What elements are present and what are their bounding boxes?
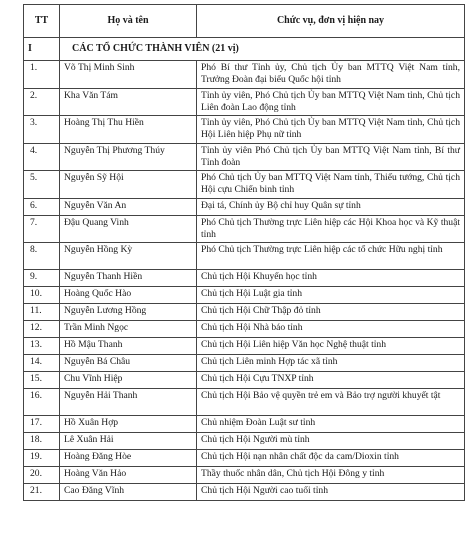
table-row: [24, 198, 465, 215]
member-name: Hồ Xuân Hợp: [60, 416, 197, 433]
row-number: 18.: [24, 433, 60, 450]
table-row: [24, 372, 465, 389]
member-name: Chu Vĩnh Hiệp: [60, 372, 197, 389]
row-number: 15.: [24, 372, 60, 389]
member-role: Chủ tịch Hội Luật gia tỉnh: [197, 287, 465, 304]
table-row: [24, 143, 465, 171]
member-role: Tỉnh ủy viên Phó Chủ tịch Ủy ban MTTQ Việt Nam tỉnh, Bí thư Tỉnh đoàn: [197, 143, 465, 171]
table-row: [24, 355, 465, 372]
member-name: Nguyễn Thanh Hiền: [60, 270, 197, 287]
member-role: Chủ tịch Hội Khuyến học tỉnh: [197, 270, 465, 287]
section-number: I: [24, 38, 60, 61]
table-header-row: [24, 5, 465, 38]
row-number: 4.: [24, 143, 60, 171]
table-row: [24, 450, 465, 467]
member-name: Hoàng Đăng Hòe: [60, 450, 197, 467]
row-number: 12.: [24, 321, 60, 338]
member-name: Nguyễn Hải Thanh: [60, 389, 197, 416]
section-title: CÁC TỔ CHỨC THÀNH VIÊN (21 vị): [60, 38, 465, 61]
row-number: 8.: [24, 243, 60, 270]
table-row: [24, 467, 465, 484]
table-row: [24, 243, 465, 270]
member-role: Tỉnh ủy viên, Phó Chủ tịch Ủy ban MTTQ Việt Nam tỉnh, Chủ tịch Liên đoàn Lao động tỉnh: [197, 88, 465, 116]
member-role: Tỉnh ủy viên, Phó Chủ tịch Ủy ban MTTQ Việt Nam tỉnh, Chủ tịch Hội Liên hiệp Phụ nữ tỉnh: [197, 116, 465, 144]
row-number: 13.: [24, 338, 60, 355]
table-row: [24, 287, 465, 304]
member-role: Chủ tịch Hội Nhà báo tỉnh: [197, 321, 465, 338]
member-name: Hồ Mậu Thanh: [60, 338, 197, 355]
member-role: Chủ tịch Hội Chữ Thập đỏ tỉnh: [197, 304, 465, 321]
row-number: 3.: [24, 116, 60, 144]
member-name: Trần Minh Ngọc: [60, 321, 197, 338]
member-role: Chủ tịch Hội Cựu TNXP tỉnh: [197, 372, 465, 389]
header-role: Chức vụ, đơn vị hiện nay: [197, 5, 465, 38]
member-role: Phó Chủ tịch Thường trực Liên hiệp các tổ chức Hữu nghị tỉnh: [197, 243, 465, 270]
member-name: Nguyễn Lương Hồng: [60, 304, 197, 321]
member-name: Hoàng Văn Hảo: [60, 467, 197, 484]
member-name: Hoàng Thị Thu Hiền: [60, 116, 197, 144]
table-row: [24, 416, 465, 433]
member-name: Đậu Quang Vinh: [60, 215, 197, 243]
row-number: 17.: [24, 416, 60, 433]
row-number: 20.: [24, 467, 60, 484]
table-row: [24, 88, 465, 116]
member-name: Võ Thị Minh Sinh: [60, 61, 197, 89]
member-name: Nguyễn Bá Châu: [60, 355, 197, 372]
table-row: [24, 116, 465, 144]
section-row: [24, 38, 465, 61]
member-role: Chủ nhiệm Đoàn Luật sư tỉnh: [197, 416, 465, 433]
member-role: Thầy thuốc nhân dân, Chủ tịch Hội Đông y tỉnh: [197, 467, 465, 484]
table-row: [24, 433, 465, 450]
table-row: [24, 338, 465, 355]
row-number: 19.: [24, 450, 60, 467]
table-row: [24, 61, 465, 89]
row-number: 10.: [24, 287, 60, 304]
row-number: 7.: [24, 215, 60, 243]
table-row: [24, 215, 465, 243]
members-table: [23, 4, 465, 501]
member-role: Chủ tịch Hội Liên hiệp Văn học Nghệ thuật tỉnh: [197, 338, 465, 355]
table-row: [24, 304, 465, 321]
table-row: [24, 270, 465, 287]
header-name: Họ và tên: [60, 5, 197, 38]
row-number: 5.: [24, 171, 60, 199]
member-role: Chủ tịch Hội Người mù tỉnh: [197, 433, 465, 450]
member-name: Nguyễn Văn An: [60, 198, 197, 215]
member-name: Kha Văn Tám: [60, 88, 197, 116]
member-role: Phó Bí thư Tỉnh ủy, Chủ tịch Ủy ban MTTQ Việt Nam tỉnh, Trưởng Đoàn đại biểu Quốc hội tỉnh: [197, 61, 465, 89]
row-number: 1.: [24, 61, 60, 89]
row-number: 6.: [24, 198, 60, 215]
row-number: 21.: [24, 484, 60, 501]
row-number: 2.: [24, 88, 60, 116]
member-name: Lê Xuân Hải: [60, 433, 197, 450]
member-role: Phó Chủ tịch Ủy ban MTTQ Việt Nam tỉnh, Thiếu tướng, Chủ tịch Hội cựu Chiến binh tỉnh: [197, 171, 465, 199]
member-role: Chủ tịch Hội nạn nhân chất độc da cam/Dioxin tỉnh: [197, 450, 465, 467]
member-name: Nguyễn Hồng Kỳ: [60, 243, 197, 270]
member-name: Nguyễn Thị Phương Thúy: [60, 143, 197, 171]
member-role: Đại tá, Chính ủy Bộ chỉ huy Quân sự tỉnh: [197, 198, 465, 215]
member-name: Nguyễn Sỹ Hội: [60, 171, 197, 199]
member-name: Cao Đăng Vĩnh: [60, 484, 197, 501]
member-role: Phó Chủ tịch Thường trực Liên hiệp các Hội Khoa học và Kỹ thuật tỉnh: [197, 215, 465, 243]
row-number: 11.: [24, 304, 60, 321]
header-tt: TT: [24, 5, 60, 38]
member-role: Chủ tịch Liên minh Hợp tác xã tỉnh: [197, 355, 465, 372]
table-row: [24, 171, 465, 199]
row-number: 14.: [24, 355, 60, 372]
table-row: [24, 321, 465, 338]
table-row: [24, 484, 465, 501]
row-number: 9.: [24, 270, 60, 287]
member-role: Chủ tịch Hội Bảo vệ quyền trẻ em và Bảo trợ người khuyết tật: [197, 389, 465, 416]
row-number: 16.: [24, 389, 60, 416]
member-name: Hoàng Quốc Hào: [60, 287, 197, 304]
table-row: [24, 389, 465, 416]
member-role: Chủ tịch Hội Người cao tuổi tỉnh: [197, 484, 465, 501]
